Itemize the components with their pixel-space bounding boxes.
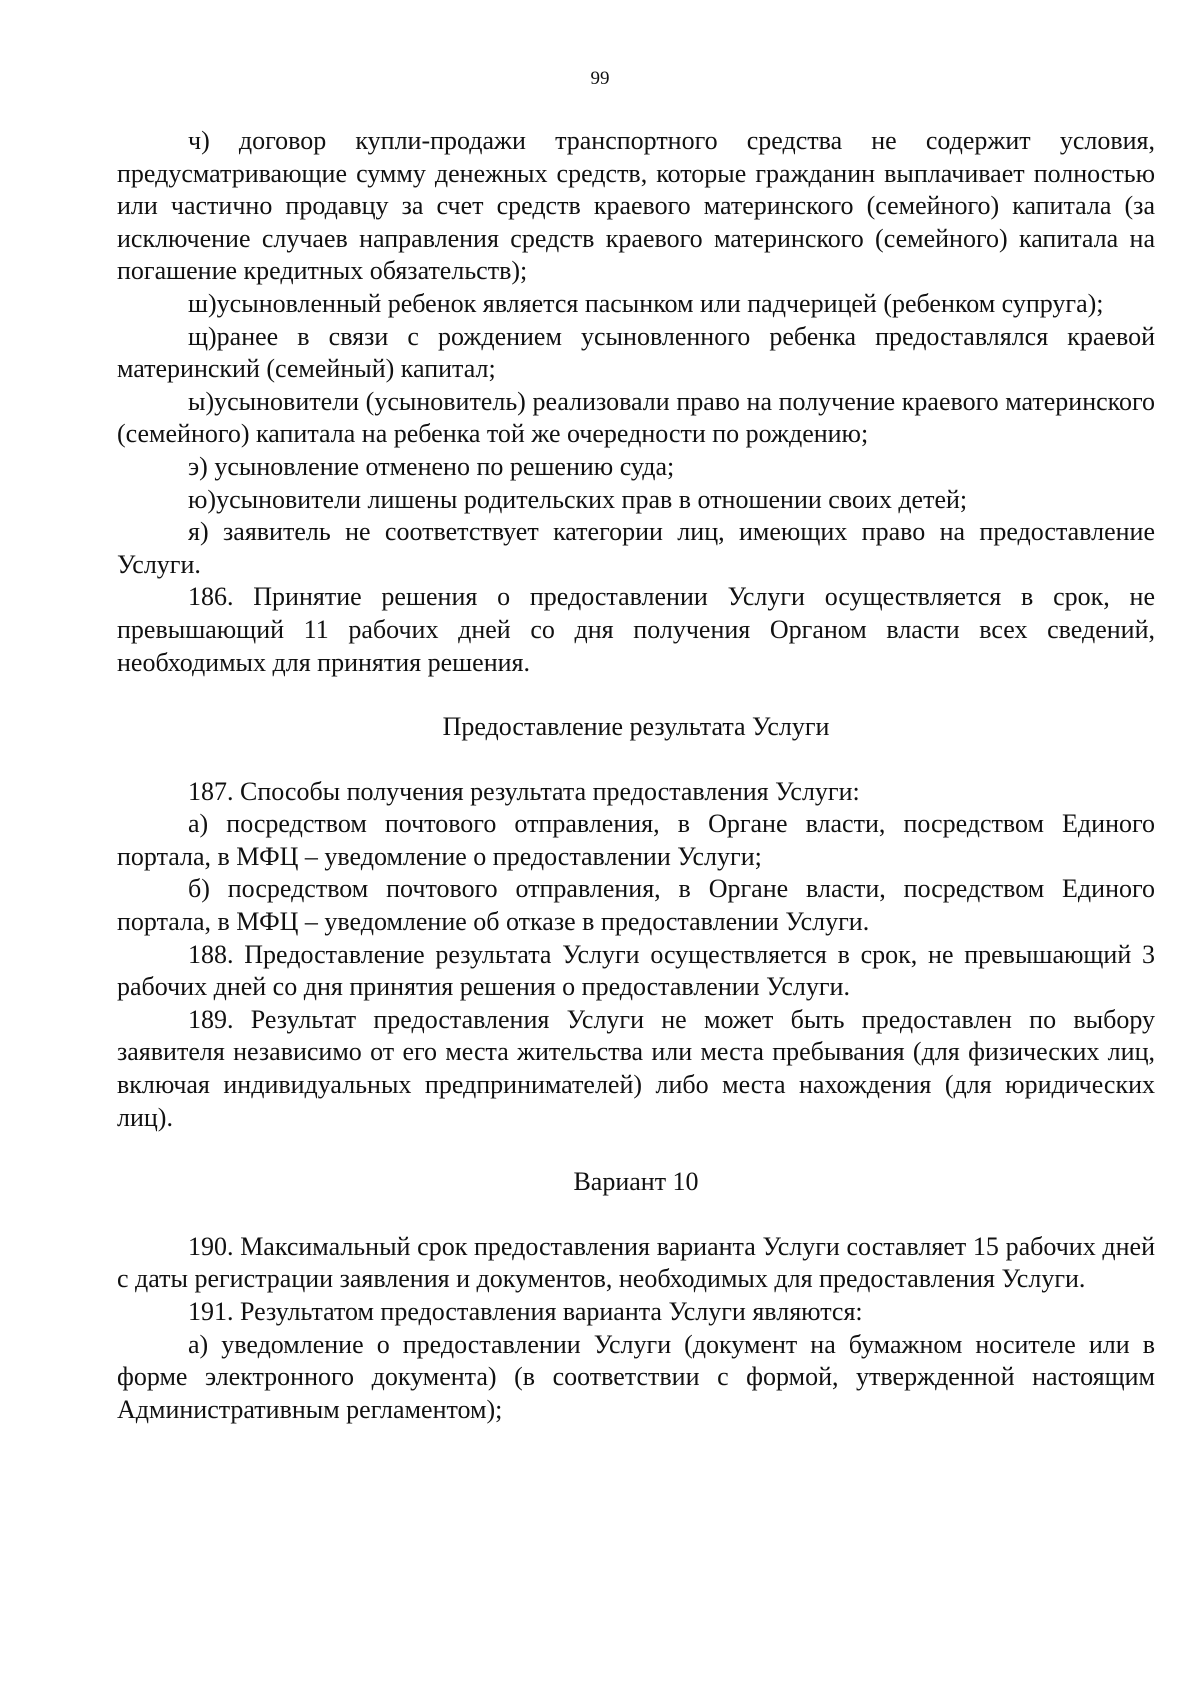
paragraph-item-yu: ю)усыновители лишены родительских прав в отношении своих детей; [188,484,968,514]
paragraph-186: 186. Принятие решения о предоставлении Услуги осуществляется в срок, не превышающий 11 рабочих дней со дня получения Органом власти всех сведений, необходимых для принятия решения. [117,582,1155,677]
page-number: 99 [590,68,610,89]
paragraph-187: 187. Способы получения результата предоставления Услуги: [188,776,860,806]
paragraph-item-ch: ч) договор купли-продажи транспортного средства не содержит условия, предусматривающие сумму денежных средств, которые гражданин выплачивает полностью или частично продавцу за счет средств краевого материнского (семейного) капитала (за исключение случаев направления средств краевого материнского (семейного) капитала на погашение кредитных обязательств); [117,126,1155,286]
paragraph-191: 191. Результатом предоставления варианта Услуги являются: [188,1297,863,1326]
paragraph-187-b: б) посредством почтового отправления, в Органе власти, посредством Единого портала, в МФЦ – уведомление об отказе в предоставлении Услуги. [117,874,1155,937]
section-heading-variant: Вариант 10 [573,1167,699,1197]
paragraph-item-shch: щ)ранее в связи с рождением усыновленного ребенка предоставлялся краевой материнский (семейный) капитал; [117,321,1155,384]
paragraph-item-y: ы)усыновители (усыновитель) реализовали право на получение краевого материнского (семейного) капитала на ребенка той же очередности по рождению; [117,386,1155,449]
paragraph-190: 190. Максимальный срок предоставления варианта Услуги составляет 15 рабочих дней с даты регистрации заявления и документов, необходимых для предоставления Услуги. [117,1231,1155,1294]
paragraph-item-sh: ш)усыновленный ребенок является пасынком или падчерицей (ребенком супруга); [188,288,1104,318]
section-heading-result: Предоставление результата Услуги [442,712,830,742]
paragraph-187-a: а) посредством почтового отправления, в Органе власти, посредством Единого портала, в МФЦ – уведомление о предоставлении Услуги; [117,809,1155,871]
document-body [117,125,1155,1426]
paragraph-189: 189. Результат предоставления Услуги не может быть предоставлен по выбору заявителя независимо от его места жительства или места пребывания (для физических лиц, включая индивидуальных предпринимателей) либо места нахождения (для юридических лиц). [117,1004,1155,1132]
paragraph-188: 188. Предоставление результата Услуги осуществляется в срок, не превышающий 3 рабочих дней со дня принятия решения о предоставлении Услуги. [117,939,1155,1002]
paragraph-191-a: а) уведомление о предоставлении Услуги (документ на бумажном носителе или в форме электронного документа) (в соответствии с формой, утвержденной настоящим Административным регламентом); [117,1329,1155,1424]
paragraph-item-ya: я) заявитель не соответствует категории лиц, имеющих право на предоставление Услуги. [117,517,1155,579]
paragraph-item-e: э) усыновление отменено по решению суда; [188,451,675,481]
